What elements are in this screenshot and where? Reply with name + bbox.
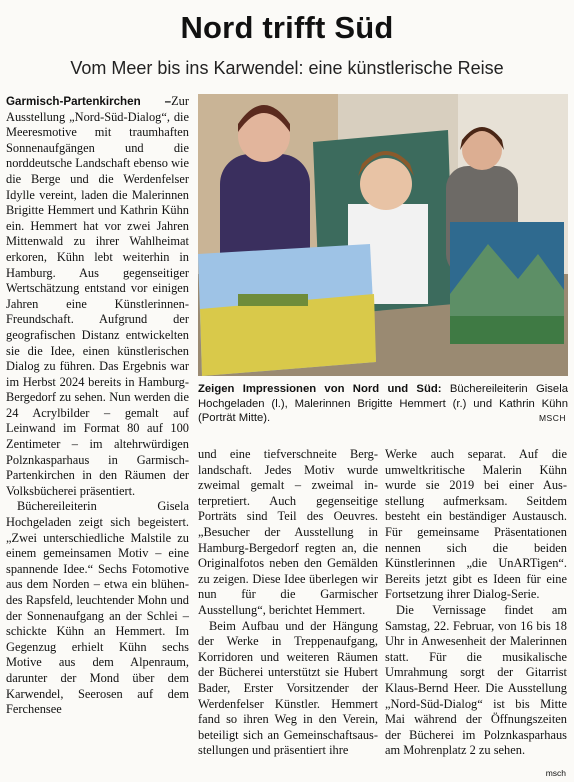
photo-caption bbox=[198, 382, 568, 426]
paragraph: Die Vernissage findet am Samstag, 22. Februar, von 16 bis 18 Uhr in Anwesenheit der Malerinnen statt. Für die musikalische Umrahmung sorgt der Gitarrist Klaus-Bernd Heer. Die Ausstellung „Nord-Süd-Dialog“ ist bis Mitte Mai während der Öffnungszeiten der Bücherei im Polznkasparhaus am Mohrenplatz 2 zu sehen. bbox=[385, 602, 567, 758]
photo-illustration bbox=[198, 94, 568, 376]
article-column-2 bbox=[198, 447, 378, 759]
caption-text: Büchereileiterin Gisela Hochgeladen (l.), Malerinnen Brigitte Hemmert (r.) und Kathrin Kühn (Porträt Mitte). bbox=[198, 383, 568, 425]
paragraph-text: Zur Ausstellung „Nord-Süd-Dialog“, die Meeresmotive mit traumhaften Sonnenaufgängen und die norddeutsche Landschaft ebenso wie die Berge und die Werdenfelser Idylle vereint, laden die Malerinnen Brigitte Hemmert und Kathrin Kühn ein. Hemmert hat vor zwei Jahren Mittenwald zu ihrer Wahlheimat erkoren, Kühn lebt weiterhin in Hamburg. Aus gegenseitiger Wertschätzung entstand vor einigen Jahren eine Künstlerinnen-Freundschaft. Aufgrund der geografischen Distanz entwickelten sie die Idee, einen künstlerischen Dialog zu führen. Das Ergebnis war im Herbst 2024 bereits in Hamburg-Bergedorf zu sehen. Nun werden die 24 Acrylbilder – gemalt auf Leinwand im Format 80 auf 100 Zentimeter – im altehrwürdigen Polznkasparhaus in Garmisch-Partenkirchen in den Räumen der Volksbücherei präsentiert. bbox=[6, 94, 189, 498]
paragraph: und eine tiefverschneite Berglandschaft. Jedes Motiv wurde zweimal gemalt – zweimal interpretiert. Auch gegenseitige Porträts sind Teil des Oeuvres. „Besucher der Ausstellung in Hamburg-Bergedorf regten an, die Originalfotos neben den Gemälden zu zeigen. Diese Idee überlegen wir nun für die Garmischer Ausstellung“, berichtet Hemmert. bbox=[198, 447, 378, 617]
article-column-1 bbox=[6, 94, 189, 718]
paragraph bbox=[6, 94, 189, 499]
subheadline: Vom Meer bis ins Karwendel: eine künstlerische Reise bbox=[70, 58, 504, 78]
paragraph: Büchereileiterin Gisela Hochgeladen zeigt sich begeistert. „Zwei unterschiedliche Malstile zu einem gemeinsamen Motiv – eine spannende Idee.“ Sechs Fotomotive aus dem Norden – etwa ein blühendes Rapsfeld, leuchtender Mohn und der Sonnenaufgang an der Schlei – schickte Kühn an Hemmert. Im Gegenzug erhielt Kühn sechs Motive aus dem Alpenraum, darunter der Mond über dem Karwendel, Seerosen auf dem Ferchensee bbox=[6, 499, 189, 717]
paragraph: Beim Aufbau und der Hängung der Werke in Treppenaufgang, Korridoren und weiteren Räumen der Bücherei unterstützt sie Hubert Bader, Erster Vorsitzender der Werdenfelser Künstler. Hemmert fand so ihren Weg in den Verein, beteiligt sich an Gemeinschaftsausstellungen und präsentiert ihre bbox=[198, 618, 378, 758]
dateline: Garmisch-Partenkirchen – bbox=[6, 95, 172, 108]
article-column-3 bbox=[385, 447, 567, 759]
author-credit: msch bbox=[545, 768, 566, 778]
paragraph: Werke auch separat. Auf die umweltkritische Malerin Kühn wurde sie 2019 bei einer Ausstellung aufmerksam. Seitdem besteht ein beständiger Austausch. Für gemeinsame Präsentationen nennen sich die beiden Künstlerinnen „die UnARTigen“. Bereits jetzt gibt es Ideen für eine Fortsetzung ihrer Dialog-Serie. bbox=[385, 447, 567, 602]
article-photo bbox=[198, 94, 568, 376]
caption-lead: Zeigen Impressionen von Nord und Süd: bbox=[198, 383, 442, 395]
photo-credit: MSCH bbox=[538, 413, 566, 423]
headline: Nord trifft Süd bbox=[180, 10, 394, 45]
